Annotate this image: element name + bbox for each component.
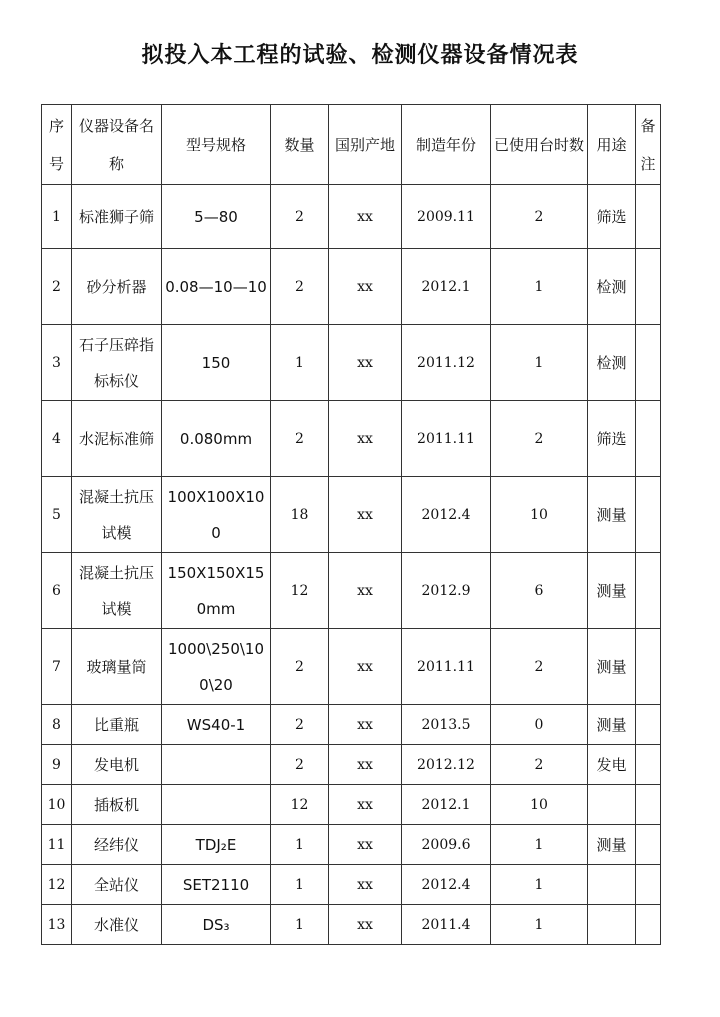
cell-remark: [636, 785, 661, 825]
cell-hours: 1: [491, 325, 588, 401]
table-row: [42, 865, 661, 905]
cell-hours: 10: [491, 785, 588, 825]
cell-year: 2009.6: [402, 825, 491, 865]
cell-qty: 2: [271, 401, 329, 477]
cell-hours: 1: [491, 249, 588, 325]
cell-use: 测量: [588, 477, 636, 553]
cell-origin: xx: [329, 249, 402, 325]
cell-use: [588, 905, 636, 945]
cell-name: 水准仪: [72, 905, 162, 945]
cell-hours: 0: [491, 705, 588, 745]
cell-hours: 2: [491, 745, 588, 785]
cell-index: 2: [42, 249, 72, 325]
table-row: [42, 785, 661, 825]
cell-model: 150X150X150mm: [162, 553, 271, 629]
header-qty: 数量: [271, 105, 329, 185]
cell-name: 玻璃量筒: [72, 629, 162, 705]
cell-year: 2009.11: [402, 185, 491, 249]
cell-year: 2013.5: [402, 705, 491, 745]
cell-qty: 12: [271, 785, 329, 825]
cell-model: 5—80: [162, 185, 271, 249]
table-row: [42, 249, 661, 325]
cell-remark: [636, 477, 661, 553]
header-year: 制造年份: [402, 105, 491, 185]
cell-name: 经纬仪: [72, 825, 162, 865]
cell-use: 测量: [588, 825, 636, 865]
cell-remark: [636, 325, 661, 401]
cell-use: 筛选: [588, 185, 636, 249]
cell-hours: 2: [491, 401, 588, 477]
cell-index: 8: [42, 705, 72, 745]
cell-model: [162, 745, 271, 785]
table-row: [42, 745, 661, 785]
cell-origin: xx: [329, 905, 402, 945]
cell-qty: 1: [271, 825, 329, 865]
cell-qty: 2: [271, 745, 329, 785]
cell-hours: 1: [491, 905, 588, 945]
cell-model: TDJ₂E: [162, 825, 271, 865]
cell-model: 1000\250\100\20: [162, 629, 271, 705]
cell-year: 2012.4: [402, 477, 491, 553]
header-origin: 国别产地: [329, 105, 402, 185]
table-row: [42, 553, 661, 629]
cell-hours: 10: [491, 477, 588, 553]
cell-year: 2012.4: [402, 865, 491, 905]
table-row: [42, 629, 661, 705]
cell-name: 比重瓶: [72, 705, 162, 745]
cell-year: 2012.9: [402, 553, 491, 629]
cell-qty: 18: [271, 477, 329, 553]
table-header-row: [42, 105, 661, 185]
cell-use: 测量: [588, 553, 636, 629]
cell-model: 0.080mm: [162, 401, 271, 477]
cell-hours: 2: [491, 629, 588, 705]
cell-qty: 12: [271, 553, 329, 629]
cell-origin: xx: [329, 705, 402, 745]
cell-name: 全站仪: [72, 865, 162, 905]
cell-index: 13: [42, 905, 72, 945]
cell-use: 发电: [588, 745, 636, 785]
cell-remark: [636, 553, 661, 629]
cell-model: 150: [162, 325, 271, 401]
table-row: [42, 825, 661, 865]
cell-year: 2011.12: [402, 325, 491, 401]
cell-year: 2011.11: [402, 629, 491, 705]
cell-remark: [636, 705, 661, 745]
cell-origin: xx: [329, 785, 402, 825]
header-use: 用途: [588, 105, 636, 185]
cell-year: 2012.12: [402, 745, 491, 785]
cell-model: WS40-1: [162, 705, 271, 745]
cell-origin: xx: [329, 825, 402, 865]
cell-index: 4: [42, 401, 72, 477]
cell-name: 混凝土抗压试模: [72, 553, 162, 629]
table-row: [42, 905, 661, 945]
cell-hours: 6: [491, 553, 588, 629]
cell-origin: xx: [329, 477, 402, 553]
header-remark: 备注: [636, 105, 661, 185]
table-body: [42, 185, 661, 945]
cell-qty: 1: [271, 325, 329, 401]
cell-index: 1: [42, 185, 72, 249]
cell-qty: 2: [271, 705, 329, 745]
cell-name: 插板机: [72, 785, 162, 825]
cell-model: 0.08—10—10: [162, 249, 271, 325]
cell-remark: [636, 745, 661, 785]
cell-use: 测量: [588, 705, 636, 745]
cell-index: 6: [42, 553, 72, 629]
cell-origin: xx: [329, 325, 402, 401]
cell-index: 5: [42, 477, 72, 553]
cell-name: 石子压碎指标标仪: [72, 325, 162, 401]
cell-remark: [636, 185, 661, 249]
cell-hours: 1: [491, 865, 588, 905]
cell-year: 2011.11: [402, 401, 491, 477]
header-name: 仪器设备名称: [72, 105, 162, 185]
cell-qty: 1: [271, 865, 329, 905]
cell-index: 3: [42, 325, 72, 401]
cell-model: SET2110: [162, 865, 271, 905]
header-index: 序号: [42, 105, 72, 185]
cell-remark: [636, 865, 661, 905]
table-row: [42, 401, 661, 477]
cell-remark: [636, 825, 661, 865]
table-row: [42, 325, 661, 401]
cell-index: 11: [42, 825, 72, 865]
cell-origin: xx: [329, 553, 402, 629]
cell-name: 发电机: [72, 745, 162, 785]
cell-use: [588, 865, 636, 905]
header-model: 型号规格: [162, 105, 271, 185]
cell-use: 筛选: [588, 401, 636, 477]
header-hours: 已使用台时数: [491, 105, 588, 185]
cell-origin: xx: [329, 401, 402, 477]
cell-index: 9: [42, 745, 72, 785]
cell-index: 7: [42, 629, 72, 705]
cell-remark: [636, 629, 661, 705]
cell-name: 混凝土抗压试模: [72, 477, 162, 553]
cell-remark: [636, 249, 661, 325]
cell-origin: xx: [329, 865, 402, 905]
table-row: [42, 705, 661, 745]
cell-model: 100X100X100: [162, 477, 271, 553]
cell-index: 10: [42, 785, 72, 825]
cell-use: 检测: [588, 249, 636, 325]
cell-name: 砂分析器: [72, 249, 162, 325]
equipment-table: [41, 104, 661, 945]
cell-origin: xx: [329, 745, 402, 785]
table-row: [42, 185, 661, 249]
cell-remark: [636, 905, 661, 945]
cell-origin: xx: [329, 185, 402, 249]
cell-model: DS₃: [162, 905, 271, 945]
cell-qty: 2: [271, 185, 329, 249]
cell-remark: [636, 401, 661, 477]
cell-hours: 2: [491, 185, 588, 249]
page-title: 拟投入本工程的试验、检测仪器设备情况表: [141, 42, 579, 68]
cell-model: [162, 785, 271, 825]
cell-use: 测量: [588, 629, 636, 705]
cell-year: 2011.4: [402, 905, 491, 945]
cell-qty: 1: [271, 905, 329, 945]
cell-qty: 2: [271, 629, 329, 705]
cell-name: 水泥标准筛: [72, 401, 162, 477]
cell-year: 2012.1: [402, 249, 491, 325]
cell-year: 2012.1: [402, 785, 491, 825]
cell-use: 检测: [588, 325, 636, 401]
cell-hours: 1: [491, 825, 588, 865]
cell-qty: 2: [271, 249, 329, 325]
cell-origin: xx: [329, 629, 402, 705]
cell-use: [588, 785, 636, 825]
cell-index: 12: [42, 865, 72, 905]
table-row: [42, 477, 661, 553]
cell-name: 标准狮子筛: [72, 185, 162, 249]
